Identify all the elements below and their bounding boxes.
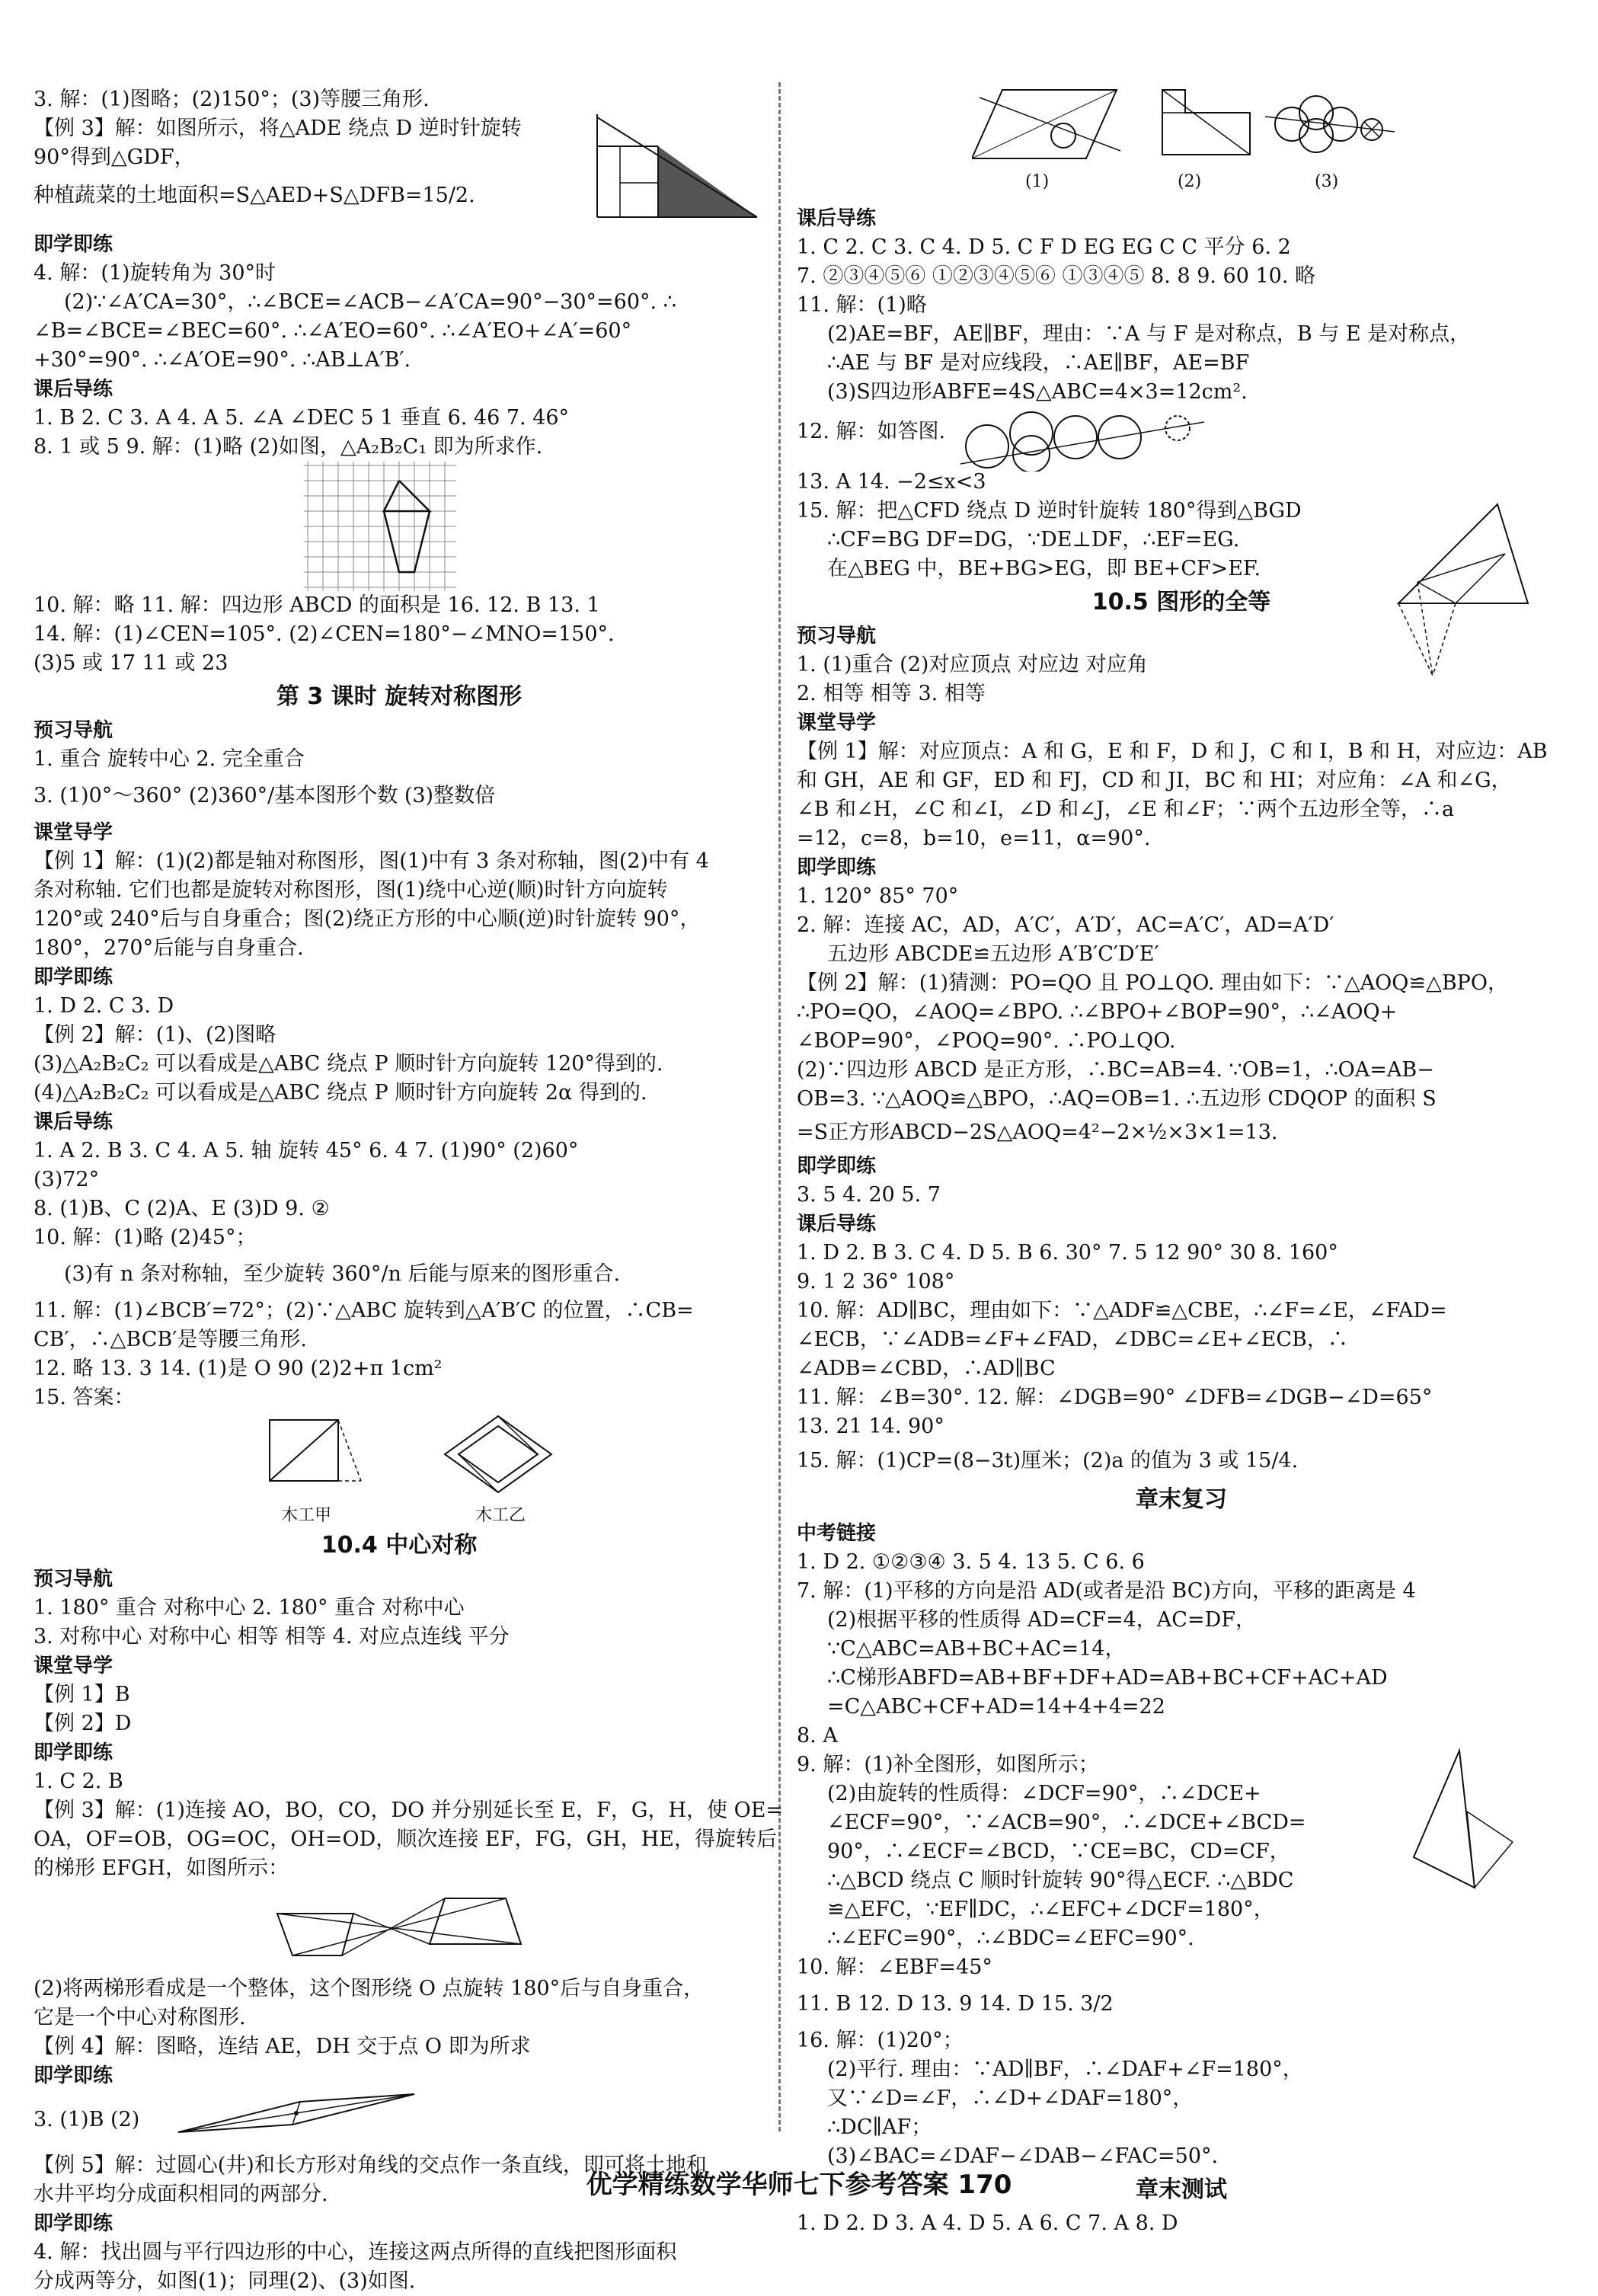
answer-line: 10. 解：∠EBF=45° <box>797 1955 992 1979</box>
answer-line: 1. 180° 重合 对称中心 2. 180° 重合 对称中心 <box>34 1596 465 1620</box>
figure-caption: (1) <box>1025 172 1050 191</box>
answer-line: 它是一个中心对称图形. <box>34 2006 246 2029</box>
answer-line: 1. C 2. B <box>34 1770 123 1793</box>
answer-line: ∴AE 与 BF 是对应线段，∴AE∥BF，AE=BF <box>827 351 1250 375</box>
circles-figure <box>1261 82 1398 166</box>
answer-line: 【例 2】解：(1)猜测：PO=QO 且 PO⊥QO. 理由如下：∵△AOQ≌△BPO， <box>797 971 1508 995</box>
answer-line: 分成两等分，如图(1)；同理(2)、(3)如图. <box>34 2269 416 2293</box>
section-heading: 课堂导学 <box>797 712 877 734</box>
section-heading: 即学即练 <box>797 1155 877 1178</box>
answer-line: 15. 解：(1)CP=(8−3t)厘米；(2)a 的值为 3 或 15/4. <box>797 1449 1299 1473</box>
answer-line: ∵C△ABC=AB+BC+AC=14， <box>827 1637 1126 1661</box>
answer-line: (4)△A₂B₂C₂ 可以看成是△ABC 绕点 P 顺时针方向旋转 2α 得到的. <box>34 1081 647 1105</box>
lesson-title: 章末测试 <box>1136 2176 1227 2203</box>
answer-line: 8. 1 或 5 9. 解：(1)略 (2)如图，△A₂B₂C₁ 即为所求作. <box>34 435 543 459</box>
section-heading: 即学即练 <box>34 233 113 256</box>
answer-line: ∴PO=QO，∠AOQ=∠BPO. ∴∠BPO+∠BOP=90°，∴∠AOQ+ <box>797 1000 1398 1024</box>
answer-line: 3. (1)0°～360° (2)360°/基本图形个数 (3)整数倍 <box>34 784 496 807</box>
answer-line: (3)5 或 17 11 或 23 <box>34 651 229 675</box>
answer-line: 3. 解：(1)图略；(2)150°；(3)等腰三角形. <box>34 88 430 111</box>
answer-line: (2)平行. 理由：∵AD∥BF，∴∠DAF+∠F=180°， <box>827 2058 1303 2081</box>
answer-line: 【例 1】解：对应顶点：A 和 G，E 和 F，D 和 J，C 和 I，B 和 H，对应边：AB <box>797 740 1548 763</box>
answer-line: 13. A 14. −2≤x<3 <box>797 470 986 494</box>
answer-line: (3)有 n 条对称轴，至少旋转 360°/n 后能与原来的图形重合. <box>64 1262 621 1286</box>
answer-line: (3)S四边形ABFE=4S△ABC=4×3=12cm². <box>827 380 1248 404</box>
answer-line: ≌△EFC，∵EF∥DC，∴∠EFC+∠DCF=180°， <box>827 1898 1274 1921</box>
answer-line: 9. 1 2 36° 108° <box>797 1270 955 1293</box>
answer-line: 条对称轴. 它们也都是旋转对称图形，图(1)绕中心逆(顺)时针方向旋转 <box>34 878 668 902</box>
triangle-bdc-figure <box>1368 497 1551 687</box>
trapezoid-rotation-figure <box>270 1883 529 1975</box>
section-heading: 即学即练 <box>34 2212 113 2235</box>
answer-line: 3. (1)B (2) <box>34 2108 140 2131</box>
answer-line: 15. 答案： <box>34 1386 135 1409</box>
answer-line: =C△ABC+CF+AD=14+4+4=22 <box>827 1695 1165 1719</box>
answer-line: 4. 解：找出圆与平行四边形的中心，连接这两点所得的直线把图形面积 <box>34 2240 677 2264</box>
answer-line: OA，OF=OB，OG=OC，OH=OD，顺次连接 EF，FG，GH，HE，得旋转后 <box>34 1828 778 1851</box>
right-triangle-figure <box>1398 1743 1551 1895</box>
answer-line: 16. 解：(1)20°； <box>797 2029 964 2052</box>
answer-line: OB=3. ∵△AOQ≌△BPO，∴AQ=OB=1. ∴五边形 CDQOP 的面积 S <box>797 1087 1437 1111</box>
answer-line: 2. 相等 相等 3. 相等 <box>797 682 986 705</box>
answer-line: 【例 4】解：图略，连结 AE，DH 交于点 O 即为所求 <box>34 2035 531 2058</box>
answer-line: (2)将两梯形看成是一个整体，这个图形绕 O 点旋转 180°后与自身重合， <box>34 1977 705 2000</box>
section-heading: 预习导航 <box>34 1568 113 1591</box>
parallelogram-line-figure <box>155 2090 422 2151</box>
parallelogram-circle-figure <box>972 82 1124 166</box>
answer-line: 90°，∴∠ECF=∠BCD，∵CE=BC，CD=CF， <box>827 1840 1290 1863</box>
answer-line: CB′，∴△BCB′是等腰三角形. <box>34 1328 307 1351</box>
right-column <box>797 82 1566 2238</box>
answer-line: 1. C 2. C 3. C 4. D 5. C F D EG EG C C 平分 6. 2 <box>797 235 1291 259</box>
answer-line: 14. 解：(1)∠CEN=105°. (2)∠CEN=180°−∠MNO=150°. <box>34 622 615 646</box>
answer-line: 1. D 2. ①②③④ 3. 5 4. 13 5. C 6. 6 <box>797 1550 1145 1574</box>
answer-line: 7. ②③④⑤⑥ ①②③④⑤⑥ ①③④⑤ 8. 8 9. 60 10. 略 <box>797 264 1315 288</box>
answer-line: ∠B=∠BCE=∠BEC=60°. ∴∠A′EO=60°. ∴∠A′EO+∠A′=60° <box>34 319 632 343</box>
square-figure-yi <box>437 1412 559 1504</box>
answer-line: (2)AE=BF，AE∥BF，理由：∵A 与 F 是对称点，B 与 E 是对称点， <box>827 322 1471 346</box>
answer-line: 15. 解：把△CFD 绕点 D 逆时针旋转 180°得到△BGD <box>797 499 1302 523</box>
section-heading: 课后导练 <box>34 1111 113 1134</box>
answer-line: 13. 21 14. 90° <box>797 1415 944 1438</box>
answer-line: 11. 解：(1)略 <box>797 293 927 317</box>
answer-line: (3)∠BAC=∠DAF−∠DAB−∠FAC=50°. <box>827 2144 1219 2168</box>
step-shape-figure <box>1132 82 1261 166</box>
answer-line: ∴CF=BG DF=DG，∵DE⊥DF，∴EF=EG. <box>827 528 1240 552</box>
lesson-title: 10.5 图形的全等 <box>1091 589 1271 616</box>
answer-line: ∠ECB，∵∠ADB=∠F+∠FAD，∠DBC=∠E+∠ECB，∴ <box>797 1328 1348 1351</box>
answer-line: 11. B 12. D 13. 9 14. D 15. 3/2 <box>797 1992 1114 2016</box>
answer-line: (3)△A₂B₂C₂ 可以看成是△ABC 绕点 P 顺时针方向旋转 120°得到的. <box>34 1052 663 1076</box>
left-column <box>34 85 784 2296</box>
carpenter-figures <box>34 1412 765 1527</box>
answer-line: ∠BOP=90°，∠POQ=90°. ∴PO⊥QO. <box>797 1029 1176 1053</box>
answer-line: 【例 2】解：(1)、(2)图略 <box>34 1023 276 1047</box>
answer-line: 10. 解：(1)略 (2)45°； <box>34 1226 257 1249</box>
answer-line: 1. A 2. B 3. C 4. A 5. 轴 旋转 45° 6. 4 7. (1)90° (2)60° <box>34 1139 579 1162</box>
section-heading: 即学即练 <box>34 966 113 989</box>
answer-line: 3. 5 4. 20 5. 7 <box>797 1183 941 1207</box>
answer-line: 在△BEG 中，BE+BG>EG，即 BE+CF>EF. <box>827 557 1261 580</box>
answer-line: 五边形 ABCDE≌五边形 A′B′C′D′E′ <box>827 942 1159 966</box>
answer-line: 7. 解：(1)平移的方向是沿 AD(或者是沿 BC)方向，平移的距离是 4 <box>797 1579 1416 1603</box>
answer-line: 【例 2】D <box>34 1712 132 1735</box>
answer-line: 1. 120° 85° 70° <box>797 884 959 908</box>
page-footer: 优学精练数学华师七下参考答案 170 <box>586 2170 1012 2200</box>
rotation-figure <box>574 114 765 229</box>
answer-line: (2)∵∠A′CA=30°，∴∠BCE=∠ACB−∠A′CA=90°−30°=60°. ∴ <box>64 290 676 314</box>
answer-line: =S正方形ABCD−2S△AOQ=4²−2×½×3×1=13. <box>797 1121 1278 1144</box>
square-figure-jia <box>251 1412 365 1504</box>
figure-caption: 木工乙 <box>475 1506 526 1525</box>
answer-line: 【例 3】解：如图所示，将△ADE 绕点 D 逆时针旋转 <box>34 117 522 140</box>
answer-line: 120°或 240°后与自身重合；图(2)绕正方形的中心顺(逆)时针旋转 90°， <box>34 907 701 931</box>
answer-line: 12. 解：如答图. <box>797 420 946 443</box>
answer-line: 水井平均分成面积相同的两部分. <box>34 2182 328 2206</box>
answer-line: 1. B 2. C 3. A 4. A 5. ∠A ∠DEC 5 1 垂直 6. 46 7. 46° <box>34 406 570 430</box>
section-heading: 即学即练 <box>34 1741 113 1764</box>
answer-line: 【例 3】解：(1)连接 AO，BO，CO，DO 并分别延长至 E，F，G，H，使 OE= <box>34 1799 784 1822</box>
column-divider <box>778 82 781 2131</box>
answer-line: +30°=90°. ∴∠A′OE=90°. ∴AB⊥A′B′. <box>34 348 411 372</box>
answer-line: ∠B 和∠H，∠C 和∠I，∠D 和∠J，∠E 和∠F；∵两个五边形全等，∴a <box>797 798 1455 821</box>
answer-line: ∠ADB=∠CBD，∴AD∥BC <box>797 1357 1056 1380</box>
answer-line: 1. 重合 旋转中心 2. 完全重合 <box>34 747 305 771</box>
answer-line: 1. D 2. C 3. D <box>34 994 174 1018</box>
section-heading: 即学即练 <box>34 2064 113 2087</box>
answer-line: 10. 解：AD∥BC，理由如下：∵△ADF≌△CBE，∴∠F=∠E，∠FAD= <box>797 1299 1447 1322</box>
answer-line: 1. D 2. B 3. C 4. D 5. B 6. 30° 7. 5 12 90° 30 8. 160° <box>797 1241 1338 1265</box>
answer-line: 8. (1)B、C (2)A、E (3)D 9. ② <box>34 1197 330 1220</box>
section-heading: 即学即练 <box>797 856 877 879</box>
answer-line: 10. 解：略 11. 解：四边形 ABCD 的面积是 16. 12. B 13. 1 <box>34 593 600 617</box>
answer-line: (2)∵四边形 ABCD 是正方形，∴BC=AB=4. ∵OB=1，∴OA=AB− <box>797 1058 1434 1082</box>
figure-caption: (2) <box>1178 172 1202 191</box>
answer-line: ∠ECF=90°，∵∠ACB=90°，∴∠DCE+∠BCD= <box>827 1811 1306 1834</box>
section-heading: 预习导航 <box>797 625 877 648</box>
answer-line: 4. 解：(1)旋转角为 30°时 <box>34 261 276 285</box>
section-heading: 课后导练 <box>34 378 113 401</box>
answer-line: 180°，270°后能与自身重合. <box>34 936 304 960</box>
section-heading: 中考链接 <box>797 1522 877 1545</box>
answer-line: 9. 解：(1)补全图形，如图所示； <box>797 1753 1099 1776</box>
answer-line: ∴△BCD 绕点 C 顺时针旋转 90°得△ECF. ∴△BDC <box>827 1869 1294 1892</box>
answer-line: (2)根据平移的性质得 AD=CF=4，AC=DF， <box>827 1608 1256 1632</box>
answer-line: 8. A <box>797 1724 838 1748</box>
section-heading: 课后导练 <box>797 1213 877 1236</box>
center-figures <box>797 82 1566 204</box>
lesson-title: 10.4 中心对称 <box>321 1532 478 1559</box>
answer-line: 【例 5】解：过圆心(井)和长方形对角线的交点作一条直线，即可将土地和 <box>34 2154 707 2177</box>
answer-line: 3. 对称中心 对称中心 相等 相等 4. 对应点连线 平分 <box>34 1625 510 1648</box>
answer-line: 又∵∠D=∠F，∴∠D+∠DAF=180°， <box>827 2087 1194 2110</box>
lesson-title: 章末复习 <box>1136 1486 1227 1513</box>
answer-line: 2. 解：连接 AC，AD，A′C′，A′D′，AC=A′C′，AD=A′D′ <box>797 913 1334 937</box>
section-heading: 课后导练 <box>797 207 877 230</box>
answer-line: ∴∠EFC=90°，∴∠BDC=∠EFC=90°. <box>827 1927 1194 1950</box>
answer-line: 1. (1)重合 (2)对应顶点 对应边 对应角 <box>797 653 1148 676</box>
circles-answer-figure <box>957 407 1208 472</box>
answer-line: (2)由旋转的性质得：∠DCF=90°，∴∠DCE+ <box>827 1782 1261 1805</box>
figure-caption: (3) <box>1315 172 1339 191</box>
grid-figure <box>304 462 456 591</box>
answer-line: 【例 1】解：(1)(2)都是轴对称图形，图(1)中有 3 条对称轴，图(2)中有 4 <box>34 849 709 873</box>
answer-line: (3)72° <box>34 1168 100 1191</box>
lesson-title: 第 3 课时 旋转对称图形 <box>276 683 523 710</box>
section-heading: 课堂导学 <box>34 821 113 844</box>
answer-line: 和 GH，AE 和 GF，ED 和 FJ，CD 和 JI，BC 和 HI；对应角：∠A 和∠G， <box>797 769 1512 792</box>
answer-line: 12. 略 13. 3 14. (1)是 O 90 (2)2+π 1cm² <box>34 1357 443 1380</box>
answer-line: 11. 解：(1)∠BCB′=72°；(2)∵△ABC 旋转到△A′B′C 的位置，∴CB= <box>34 1299 694 1322</box>
answer-line: ∴DC∥AF； <box>827 2115 932 2139</box>
answer-line: ∴C梯形ABFD=AB+BF+DF+AD=AB+BC+CF+AC+AD <box>827 1666 1388 1690</box>
answer-line: 的梯形 EFGH，如图所示： <box>34 1856 289 1880</box>
answer-line: 1. D 2. D 3. A 4. D 5. A 6. C 7. A 8. D <box>797 2211 1178 2235</box>
answer-line: 90°得到△GDF， <box>34 145 195 169</box>
answer-line: =12，c=8，b=10，e=11，α=90°. <box>797 827 1151 850</box>
answer-line: 11. 解：∠B=30°. 12. 解：∠DGB=90° ∠DFB=∠DGB−∠D=65° <box>797 1386 1433 1409</box>
answer-line: 【例 1】B <box>34 1683 130 1706</box>
section-heading: 课堂导学 <box>34 1655 113 1677</box>
figure-caption: 木工甲 <box>281 1506 332 1525</box>
section-heading: 预习导航 <box>34 719 113 742</box>
answer-line: 种植蔬菜的土地面积=S△AED+S△DFB=15/2. <box>34 184 475 207</box>
